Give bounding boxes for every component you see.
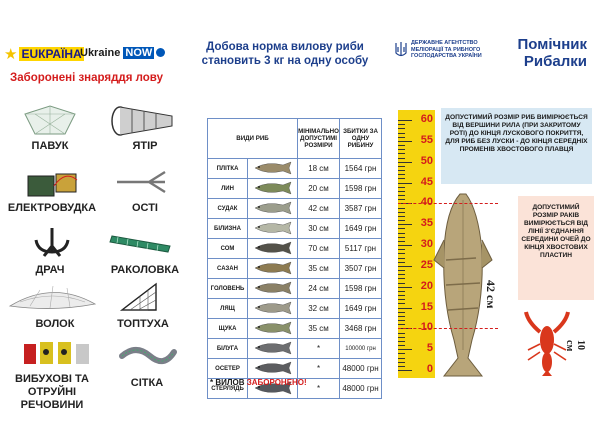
table-row [208, 339, 382, 359]
min-size: * [298, 359, 340, 379]
ruler-tick [398, 120, 412, 121]
ruler-tick [398, 237, 405, 238]
gear-label: ДРАЧ [35, 264, 65, 276]
fyke-net-icon [110, 104, 180, 138]
min-size: 32 см [298, 299, 340, 319]
ruler-label: 25 [420, 258, 433, 271]
forbidden-gear-title: Заборонені знаряддя лову [10, 72, 163, 84]
ukraine-now-logo: Ukraine NOW [80, 47, 165, 59]
electrofishing-icon [25, 166, 80, 200]
fish-name: СУДАК [208, 199, 248, 219]
fish-icon [251, 301, 295, 315]
fish-name: ОСЕТЕР [208, 359, 248, 379]
drag-net-icon [5, 278, 100, 312]
fish-name: ГОЛОВЕНЬ [208, 279, 248, 299]
fish-name: ЛЯЩ [208, 299, 248, 319]
fish-measure-note: ДОПУСТИМИЙ РОЗМІР РИБ ВИМІРЮЄТЬСЯ ВІД ВЕРШИНИ РИЛА (ПРИ ЗАКРИТОМУ РОТІ) ДО КІНЦЯ ЛУСКОВОГО ПОКРИТТЯ, ДЛЯ РИБ БЕЗ ЛУСКИ - ДО КІНЦЯ СЕРЕДНІХ ПРОМЕНІВ ХВОСТОВОГО ПЛАВЦЯ [441, 108, 592, 184]
min-size: 35 см [298, 259, 340, 279]
fish-icon [251, 321, 295, 335]
header-species: ВИДИ РИБ [208, 119, 298, 159]
eu-ukraine-logo: ★ ЕUКРАЇНА [4, 46, 82, 63]
ruler-tick [398, 337, 405, 338]
ruler-label: 55 [420, 133, 433, 146]
table-row [208, 219, 382, 239]
ruler-tick [398, 370, 412, 371]
fish-icon [251, 181, 295, 195]
ruler-tick [398, 287, 412, 288]
header-fine: ЗБИТКИ ЗА ОДНУ РИБИНУ [340, 119, 382, 159]
ruler-tick [398, 208, 405, 209]
table-row [208, 279, 382, 299]
gill-net-icon [118, 342, 178, 370]
ruler-label: 15 [420, 300, 433, 313]
fine-amount: 1598 грн [340, 279, 382, 299]
table-row [208, 199, 382, 219]
header-min-size: МІНІМАЛЬНО ДОПУСТИМІ РОЗМІРИ [298, 119, 340, 159]
fine-amount: 1649 грн [340, 219, 382, 239]
ruler-tick [398, 278, 405, 279]
ruler-tick [398, 366, 405, 367]
ruler-tick [398, 362, 405, 363]
min-size: * [298, 339, 340, 359]
fish-size-table [207, 118, 382, 399]
min-size: 35 см [298, 319, 340, 339]
gear-label: ЯТІР [132, 140, 158, 152]
fish-name: СТЕРЛЯДЬ [208, 379, 248, 399]
ruler-label: 10 [420, 321, 433, 334]
ruler-tick [398, 212, 405, 213]
explosives-icon [22, 338, 102, 366]
table-row [208, 159, 382, 179]
fine-amount: 1564 грн [340, 159, 382, 179]
table-row [208, 179, 382, 199]
ruler-tick [398, 333, 405, 334]
ruler-tick [398, 195, 405, 196]
ruler-tick [398, 299, 405, 300]
ruler-tick [398, 291, 405, 292]
helper-title: Помічник Рибалки [517, 36, 587, 70]
ruler [398, 110, 435, 378]
ruler-tick [398, 349, 412, 350]
fish-thumb [248, 219, 298, 239]
ruler-tick [398, 303, 405, 304]
fine-amount: 100000 грн [340, 339, 382, 359]
table-row [208, 319, 382, 339]
ruler-tick [398, 228, 405, 229]
ruler-label: 5 [426, 342, 433, 355]
ruler-tick [398, 137, 405, 138]
ruler-tick [398, 187, 405, 188]
fish-icon [251, 281, 295, 295]
ruler-tick [398, 249, 405, 250]
table-row [208, 359, 382, 379]
ruler-tick [398, 149, 405, 150]
ruler-label: 35 [420, 217, 433, 230]
gear-label: ВОЛОК [35, 318, 75, 330]
ruler-tick [398, 245, 412, 246]
agency-logo: ДЕРЖАВНЕ АГЕНТСТВО МЕЛІОРАЦІЇ ТА РИБНОГО ГОСПОДАРСТВА УКРАЇНИ [395, 40, 486, 60]
min-size: 20 см [298, 179, 340, 199]
ruler-tick [398, 133, 405, 134]
min-size: 24 см [298, 279, 340, 299]
fish-spear-icon [113, 168, 168, 196]
spider-net-icon [20, 104, 80, 136]
table-row [208, 259, 382, 279]
measure-guide-line [398, 203, 498, 204]
crayfish-trap-icon [108, 226, 178, 256]
min-size: * [298, 379, 340, 399]
ruler-tick [398, 199, 405, 200]
fish-length-label: 42 см [484, 280, 498, 309]
fish-name: БІЛУГА [208, 339, 248, 359]
gear-label: ВИБУХОВІ ТА ОТРУЙНІ РЕЧОВИНИ [15, 373, 89, 411]
fish-icon [251, 221, 295, 235]
ruler-tick [398, 128, 405, 129]
ruler-tick [398, 295, 405, 296]
ruler-tick [398, 341, 405, 342]
ruler-tick [398, 308, 412, 309]
fish-name: СОМ [208, 239, 248, 259]
globe-icon [156, 48, 165, 57]
daily-limit-title: Добова норма вилову риби становить 3 кг на одну особу [201, 41, 369, 67]
ruler-tick [398, 141, 412, 142]
fish-thumb [248, 159, 298, 179]
ruler-tick [398, 266, 412, 267]
gear-label: ТОПТУХА [117, 318, 169, 330]
ruler-tick [398, 274, 405, 275]
ruler-tick [398, 233, 405, 234]
ruler-tick [398, 312, 405, 313]
fish-thumb [248, 359, 298, 379]
scoop-net-icon [118, 280, 160, 314]
fish-name: ПЛІТКА [208, 159, 248, 179]
crayfish-measure-note: ДОПУСТИМИЙ РОЗМІР РАКІВ ВИМІРЮЄТЬСЯ ВІД ЛІНІЇ З'ЄДНАННЯ СЕРЕДИНИ ОЧЕЙ ДО КІНЦЯ ХВОСТОВИХ ПЛАСТИН [518, 196, 594, 300]
ruler-tick [398, 158, 405, 159]
measure-guide-line [398, 328, 498, 329]
fine-amount: 48000 грн [340, 359, 382, 379]
footnote: * ВИЛОВ ЗАБОРОНЕНО! [210, 378, 307, 387]
ruler-tick [398, 224, 412, 225]
ruler-tick [398, 320, 405, 321]
ruler-tick [398, 241, 405, 242]
ruler-tick [398, 270, 405, 271]
fish-thumb [248, 339, 298, 359]
table-row [208, 239, 382, 259]
ruler-tick [398, 283, 405, 284]
ruler-tick [398, 220, 405, 221]
ruler-tick [398, 191, 405, 192]
ruler-tick [398, 262, 405, 263]
ruler-tick [398, 162, 412, 163]
ruler-tick [398, 153, 405, 154]
fish-icon [251, 201, 295, 215]
fine-amount: 3587 грн [340, 199, 382, 219]
ruler-tick [398, 253, 405, 254]
fine-amount: 1649 грн [340, 299, 382, 319]
gear-label: РАКОЛОВКА [110, 264, 180, 276]
gear-label: ОСТІ [131, 202, 158, 214]
grapnel-hook-icon [30, 226, 75, 258]
ruler-tick [398, 183, 412, 184]
ruler-tick [398, 166, 405, 167]
fish-thumb [248, 199, 298, 219]
ruler-tick [398, 216, 405, 217]
fish-icon [251, 161, 295, 175]
ruler-tick [398, 145, 405, 146]
ruler-label: 30 [420, 238, 433, 250]
table-row [208, 299, 382, 319]
ruler-tick [398, 170, 405, 171]
fish-thumb [248, 259, 298, 279]
fine-amount: 48000 грн [340, 379, 382, 399]
fine-amount: 5117 грн [340, 239, 382, 259]
fish-icon [251, 341, 295, 355]
ruler-label: 0 [426, 363, 433, 375]
fine-amount: 1598 грн [340, 179, 382, 199]
ruler-tick [398, 353, 405, 354]
ruler-tick [398, 178, 405, 179]
min-size: 70 см [298, 239, 340, 259]
gear-label: СІТКА [130, 377, 164, 389]
ruler-tick [398, 174, 405, 175]
ruler-tick [398, 345, 405, 346]
fish-thumb [248, 319, 298, 339]
ruler-label: 50 [420, 154, 433, 167]
star-icon: ★ [4, 46, 18, 63]
ruler-tick [398, 358, 405, 359]
fish-thumb [248, 239, 298, 259]
fish-name: САЗАН [208, 259, 248, 279]
fish-icon [251, 241, 295, 255]
ruler-tick [398, 258, 405, 259]
trident-icon [395, 41, 407, 59]
ruler-tick [398, 324, 405, 325]
ruler-label: 20 [420, 279, 433, 292]
fish-thumb [248, 279, 298, 299]
crayfish-length-label: 10 см [564, 340, 586, 352]
min-size: 42 см [298, 199, 340, 219]
fish-thumb [248, 299, 298, 319]
gear-label: ЕЛЕКТРОВУДКА [7, 202, 97, 214]
fish-icon [251, 261, 295, 275]
fine-amount: 3468 грн [340, 319, 382, 339]
fine-amount: 3507 грн [340, 259, 382, 279]
ruler-label: 45 [420, 175, 433, 188]
fish-name: ЛИН [208, 179, 248, 199]
fish-name: ЩУКА [208, 319, 248, 339]
fish-icon [251, 361, 295, 375]
fish-thumb [248, 179, 298, 199]
gear-label: ПАВУК [31, 140, 69, 152]
ruler-tick [398, 124, 405, 125]
fish-name: БІЛИЗНА [208, 219, 248, 239]
min-size: 18 см [298, 159, 340, 179]
ruler-label: 40 [420, 196, 433, 209]
min-size: 30 см [298, 219, 340, 239]
ruler-label: 60 [420, 113, 433, 125]
ruler-tick [398, 316, 405, 317]
